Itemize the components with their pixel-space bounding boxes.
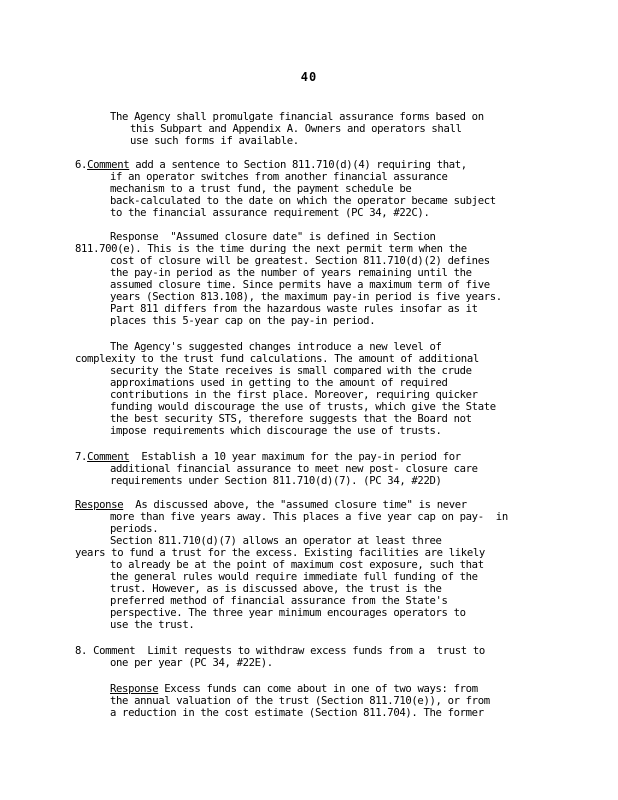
response-7-line bbox=[75, 499, 467, 511]
response-text: As discussed above, the "assumed closure time" is never bbox=[123, 499, 467, 511]
response-6b-line: security the State receives is small compared with the crude bbox=[110, 365, 472, 377]
response-6-line: 811.700(e). This is the time during the next permit term when the bbox=[75, 243, 467, 255]
response-6-line: cost of closure will be greatest. Section 811.710(d)(2) defines bbox=[110, 255, 490, 267]
response-text: Excess funds can come about in one of two ways: from bbox=[158, 683, 478, 695]
response-6-line: assumed closure time. Since permits have a maximum term of five bbox=[110, 279, 490, 291]
comment-text: add a sentence to Section 811.710(d)(4) requiring that, bbox=[129, 159, 467, 171]
response-6b-line: The Agency's suggested changes introduce a new level of bbox=[110, 341, 442, 353]
response-6-line: the pay-in period as the number of years remaining until the bbox=[110, 267, 472, 279]
paragraph-line: use such forms if available. bbox=[130, 135, 299, 147]
item-number: 7. bbox=[75, 451, 88, 463]
response-6b-line: the best security STS, therefore suggests that the Board not bbox=[110, 413, 472, 425]
comment-7-line: additional financial assurance to meet new post- closure care bbox=[110, 463, 478, 475]
comment-label: Comment bbox=[87, 159, 130, 171]
comment-7-line: requirements under Section 811.710(d)(7). (PC 34, #22D) bbox=[110, 475, 442, 487]
paragraph-line: The Agency shall promulgate financial assurance forms based on bbox=[110, 111, 484, 123]
comment-6-line: to the financial assurance requirement (PC 34, #22C). bbox=[110, 207, 430, 219]
response-6b-line: funding would discourage the use of trusts, which give the State bbox=[110, 401, 496, 413]
paragraph-line: this Subpart and Appendix A. Owners and operators shall bbox=[130, 123, 462, 135]
item-number: 6. bbox=[75, 159, 88, 171]
response-7-line: to already be at the point of maximum cost exposure, such that bbox=[110, 559, 484, 571]
comment-6-line: back-calculated to the date on which the operator became subject bbox=[110, 195, 496, 207]
response-7-line: Section 811.710(d)(7) allows an operator at least three bbox=[110, 535, 442, 547]
comment-6-line bbox=[75, 159, 467, 171]
page-number: 40 bbox=[300, 70, 318, 84]
response-6-line: years (Section 813.108), the maximum pay-in period is five years. bbox=[110, 291, 502, 303]
response-7-line: more than five years away. This places a five year cap on pay- in bbox=[110, 511, 508, 523]
response-label: Response bbox=[75, 499, 124, 511]
response-6-line: Part 811 differs from the hazardous waste rules insofar as it bbox=[110, 303, 478, 315]
response-7-line: trust. However, as is discussed above, the trust is the bbox=[110, 583, 442, 595]
response-6-line: Response "Assumed closure date" is defined in Section bbox=[110, 231, 436, 243]
response-8-line: a reduction in the cost estimate (Section 811.704). The former bbox=[110, 707, 484, 719]
comment-6-line: if an operator switches from another financial assurance bbox=[110, 171, 448, 183]
response-label: Response bbox=[110, 683, 159, 695]
response-8-line bbox=[110, 683, 478, 695]
comment-8-line: 8. Comment Limit requests to withdraw excess funds from a trust to bbox=[75, 645, 485, 657]
response-7-line: perspective. The three year minimum encourages operators to bbox=[110, 607, 466, 619]
response-6b-line: complexity to the trust fund calculations. The amount of additional bbox=[75, 353, 479, 365]
response-6b-line: approximations used in getting to the amount of required bbox=[110, 377, 448, 389]
response-8-line: the annual valuation of the trust (Section 811.710(e)), or from bbox=[110, 695, 490, 707]
comment-text: Establish a 10 year maximum for the pay-in period for bbox=[129, 451, 461, 463]
comment-6-line: mechanism to a trust fund, the payment schedule be bbox=[110, 183, 412, 195]
response-7-line: periods. bbox=[110, 523, 159, 535]
comment-label: Comment bbox=[87, 451, 130, 463]
response-7-line: the general rules would require immediate full funding of the bbox=[110, 571, 478, 583]
response-7-line: years to fund a trust for the excess. Existing facilities are likely bbox=[75, 547, 485, 559]
comment-7-line bbox=[75, 451, 461, 463]
comment-8-line: one per year (PC 34, #22E). bbox=[110, 657, 273, 669]
response-6-line: places this 5-year cap on the pay-in period. bbox=[110, 315, 376, 327]
response-7-line: preferred method of financial assurance from the State's bbox=[110, 595, 448, 607]
response-7-line: use the trust. bbox=[110, 619, 195, 631]
response-6b-line: impose requirements which discourage the use of trusts. bbox=[110, 425, 442, 437]
response-6b-line: contributions in the first place. Moreover, requiring quicker bbox=[110, 389, 478, 401]
